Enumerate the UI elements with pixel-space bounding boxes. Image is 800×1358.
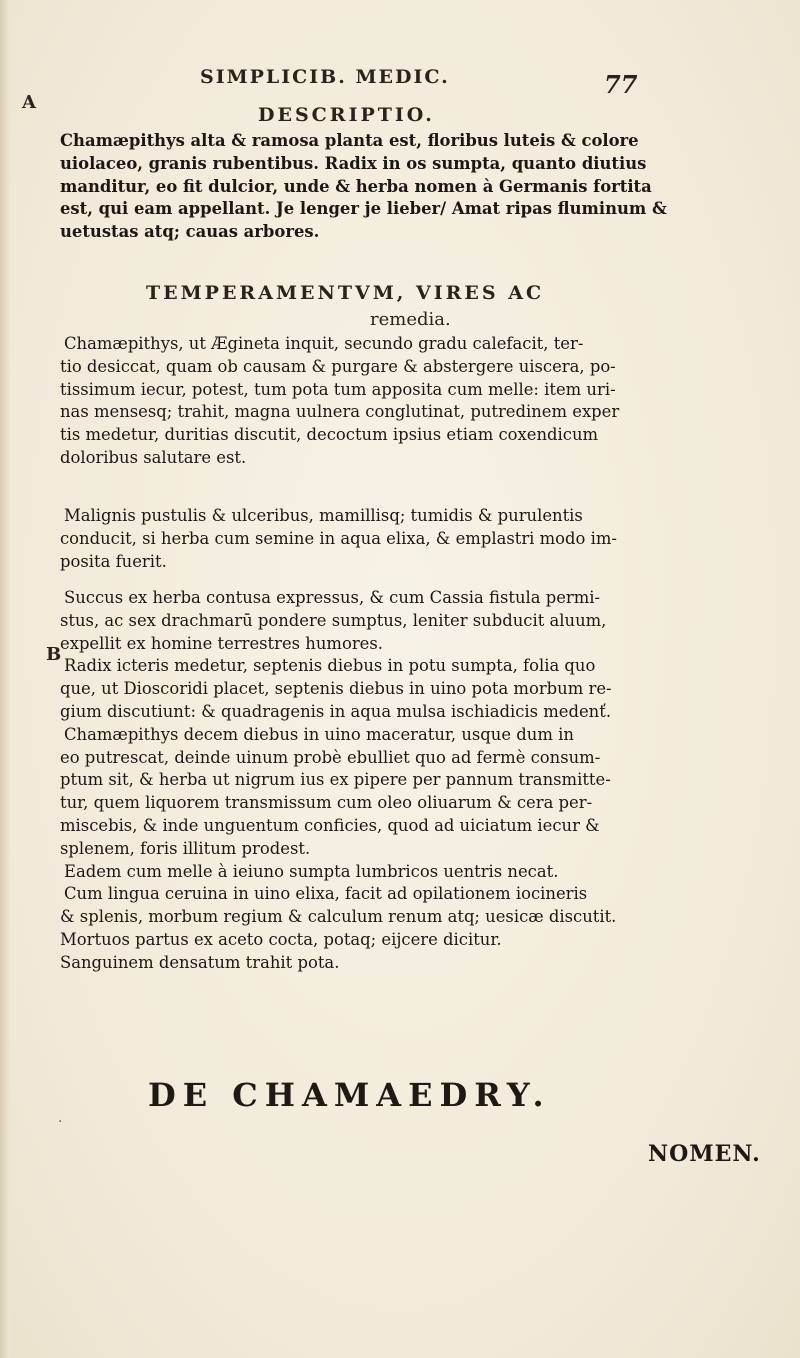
text-line: manditur, eo fit dulcior, unde & herba nomen à Germanis fortita: [60, 176, 652, 196]
text-line: tur, quem liquorem transmissum cum oleo oliuarum & cera per-: [60, 793, 593, 813]
text-line: expellit ex homine terrestres humores.: [60, 633, 383, 653]
text-line: Chamæpithys decem diebus in uino maceratur, usque dum in: [64, 724, 574, 744]
text-line: gium discutiunt: & quadragenis in aqua mulsa ischiadicis medenť.: [60, 701, 612, 721]
text-line: conducit, si herba cum semine in aqua elixa, & emplastri modo im-: [60, 528, 617, 548]
text-line: splenem, foris illitum prodest.: [60, 838, 311, 858]
text-line: Sanguinem densatum trahit pota.: [60, 952, 340, 972]
paragraph-malignis: [60, 505, 780, 573]
paragraph-succus: [60, 587, 780, 975]
margin-mark-a: A: [22, 92, 36, 113]
descriptio-paragraph: [60, 130, 780, 244]
text-line: tissimum iecur, potest, tum pota tum apposita cum melle: item uri-: [60, 379, 616, 399]
text-line: uetustas atq; cauas arbores.: [60, 222, 320, 242]
text-line: miscebis, & inde unguentum conficies, quod ad uiciatum iecur &: [60, 815, 600, 835]
page-binding-edge: [0, 0, 10, 1358]
text-line: tis medetur, duritias discutit, decoctum ipsius etiam coxendicum: [60, 425, 599, 445]
text-line: Succus ex herba contusa expressus, & cum Cassia fistula permi-: [64, 588, 601, 607]
text-line: stus, ac sex drachmarū pondere sumptus, leniter subducit aluum,: [60, 610, 607, 630]
text-line: Mortuos partus ex aceto cocta, potaq; eijcere dicitur.: [60, 929, 502, 949]
text-line: uiolaceo, granis rubentibus. Radix in os sumpta, quanto diutius: [60, 153, 647, 173]
text-line: Eadem cum melle à ieiuno sumpta lumbricos uentris necat.: [64, 861, 559, 881]
text-line: & splenis, morbum regium & calculum renum atq; uesicæ discutit.: [60, 907, 617, 927]
catchword: NOMEN.: [648, 1141, 761, 1167]
text-line: Chamæpithys, ut Ægineta inquit, secundo gradu calefacit, ter-: [64, 334, 584, 353]
text-line: Malignis pustulis & ulceribus, mamillisq; tumidis & purulentis: [64, 506, 583, 525]
text-line: est, qui eam appellant. Je lenger je lieber/ Amat ripas fluminum &: [60, 199, 667, 219]
paragraph-vires: [60, 333, 780, 470]
running-title: SIMPLICIB. MEDIC.: [200, 66, 450, 88]
text-line: tio desiccat, quam ob causam & purgare & abstergere uiscera, po-: [60, 356, 616, 376]
text-line: posita fuerit.: [60, 551, 167, 571]
page-number: 77: [604, 70, 638, 99]
text-line: eo putrescat, deinde uinum probè ebulliet quo ad fermè consum-: [60, 747, 601, 767]
section-heading-temperamentum: TEMPERAMENTVM, VIRES AC: [146, 282, 545, 304]
text-line: ptum sit, & herba ut nigrum ius ex pipere per pannum transmitte-: [60, 770, 611, 790]
ink-speck: ·: [58, 1114, 63, 1130]
section-subheading-remedia: remedia.: [370, 309, 451, 330]
text-line: que, ut Dioscoridi placet, septenis diebus in uino pota morbum re-: [60, 679, 612, 699]
text-line: Chamæpithys alta & ramosa planta est, floribus luteis & colore: [60, 131, 639, 150]
margin-mark-b: B: [46, 644, 62, 665]
text-line: Radix icteris medetur, septenis diebus in potu sumpta, folia quo: [64, 656, 596, 676]
text-line: Cum lingua ceruina in uino elixa, facit ad opilationem iocineris: [64, 884, 588, 904]
text-line: doloribus salutare est.: [60, 447, 247, 467]
section-heading-de-chamaedry: DE CHAMAEDRY.: [148, 1076, 551, 1114]
text-line: nas mensesq; trahit, magna uulnera conglutinat, putredinem exper: [60, 402, 620, 422]
section-heading-descriptio: DESCRIPTIO.: [258, 104, 435, 126]
